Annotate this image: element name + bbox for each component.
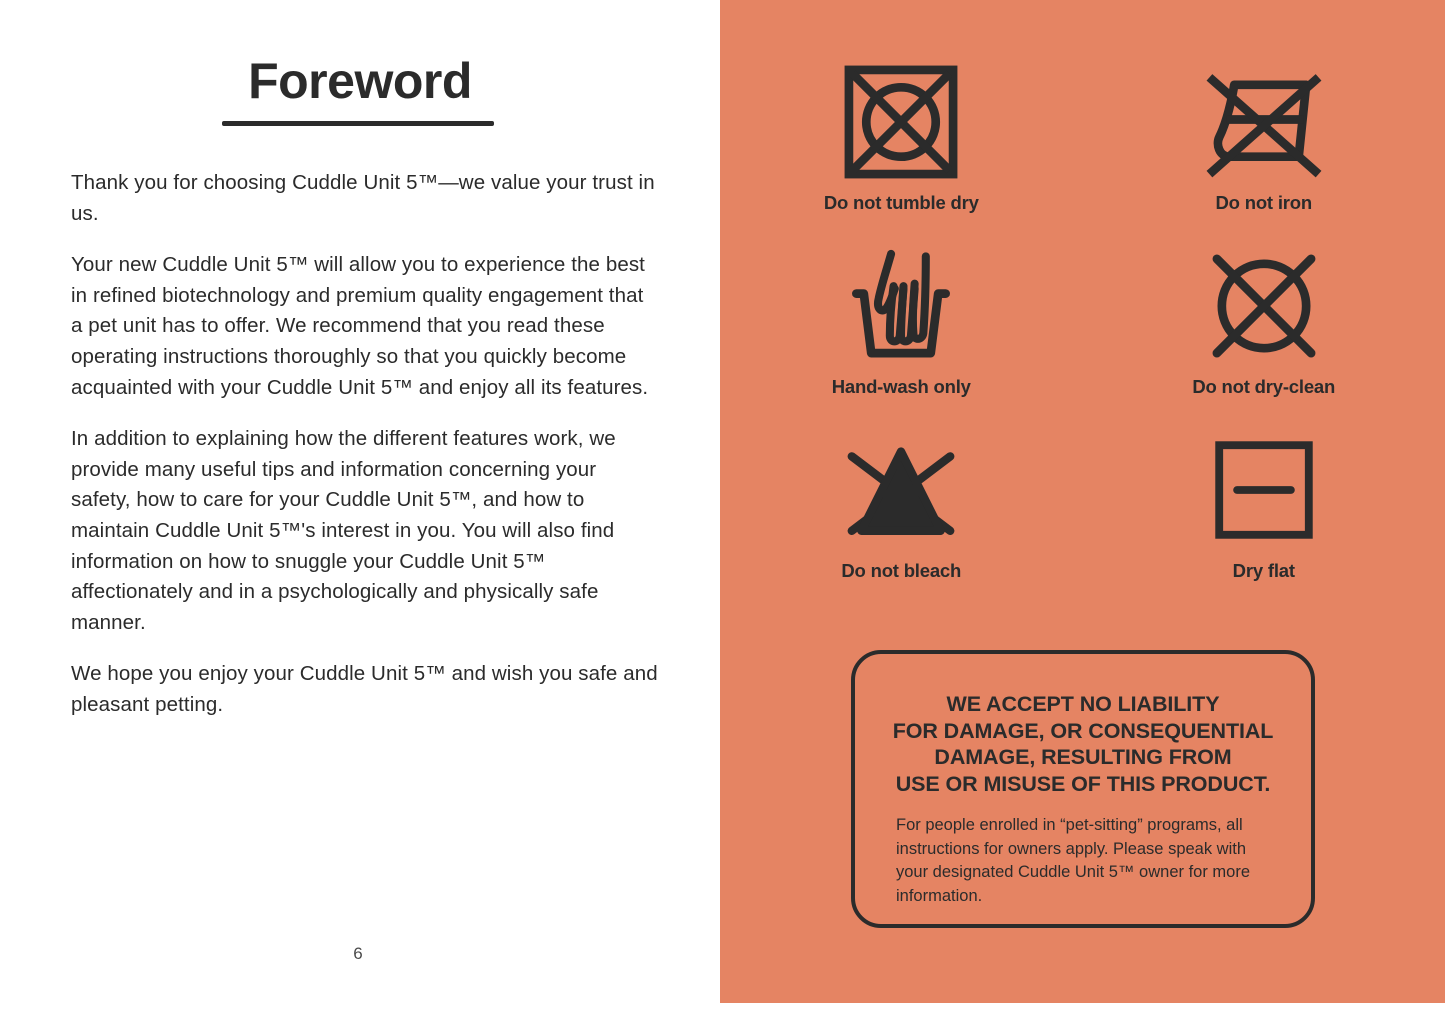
hand-wash-only-icon [826,246,976,366]
liability-heading-line: FOR DAMAGE, OR CONSEQUENTIAL [892,718,1274,743]
right-page-care-panel [720,0,1445,1003]
liability-heading-line: DAMAGE, RESULTING FROM [934,745,1232,769]
care-symbol-label: Do not iron [1215,192,1312,213]
paragraph: We hope you enjoy your Cuddle Unit 5™ and wish you safe and pleasant petting. [71,662,658,716]
foreword-body [71,168,659,721]
care-symbol-item [1083,62,1445,214]
liability-heading-line: WE ACCEPT NO LIABILITY [946,692,1220,716]
do-not-bleach-icon [826,430,976,550]
care-symbol-label: Dry flat [1232,560,1295,581]
care-symbol-item [720,246,1083,398]
left-page [0,0,720,1011]
care-symbol-item [1083,246,1445,398]
paragraph: Thank you for choosing Cuddle Unit 5™—we value your trust in us. [71,171,655,225]
liability-note: For people enrolled in “pet-sitting” programs, all instructions for owners apply. Please speak with your designated Cuddle Unit 5™ owner for more information. [896,816,1251,905]
liability-heading-line: USE OR MISUSE OF THIS PRODUCT. [895,771,1271,796]
care-symbol-label: Hand-wash only [831,376,971,397]
care-symbol-item [720,430,1083,582]
page-number: 6 [353,944,363,963]
liability-heading [855,691,1311,797]
care-symbol-item [1083,430,1445,582]
paragraph: In addition to explaining how the different features work, we provide many useful tips and information concerning your safety, how to care for your Cuddle Unit 5™, and how to maintain Cuddle Unit 5™'s interest in you. You will also find information on how to snuggle your Cuddle Unit 5™ affectionately and in a psychologically and physically safe manner. [71,427,616,634]
liability-notice-box [851,650,1315,928]
do-not-iron-icon [1189,62,1339,182]
do-not-tumble-dry-icon [826,62,976,182]
paragraph: Your new Cuddle Unit 5™ will allow you to experience the best in refined biotechnology and premium quality engagement that a pet unit has to offer. We recommend that you read these operating instructions thoroughly so that you quickly become acquainted with your Cuddle Unit 5™ and enjoy all its features. [71,253,649,399]
dry-flat-icon [1189,430,1339,550]
do-not-dry-clean-icon [1189,246,1339,366]
title-underline-rule [222,121,494,126]
care-symbol-label: Do not tumble dry [823,192,979,213]
care-symbol-grid [720,62,1445,582]
page-title: Foreword [248,53,472,109]
care-symbol-item [720,62,1083,214]
care-symbol-label: Do not bleach [841,560,962,581]
care-symbol-label: Do not dry-clean [1192,376,1336,397]
